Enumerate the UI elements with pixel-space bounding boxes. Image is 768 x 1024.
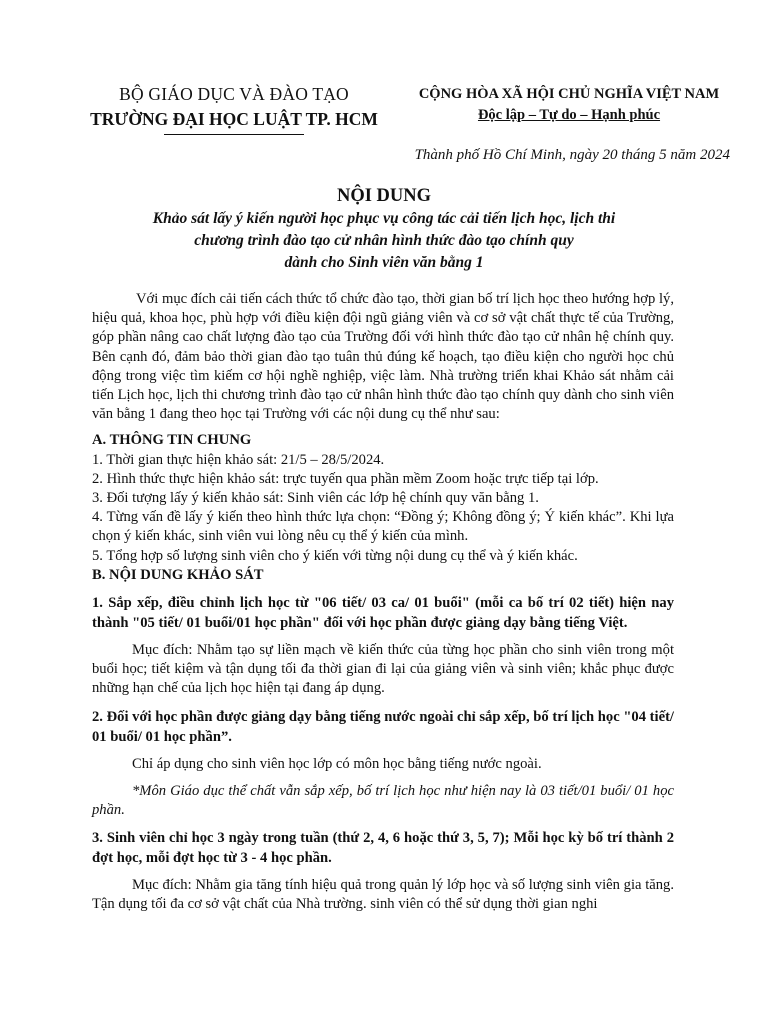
title-main: NỘI DUNG bbox=[336, 186, 432, 206]
document-title bbox=[84, 186, 684, 273]
issuer-block bbox=[84, 84, 384, 135]
title-subline: Khảo sát lấy ý kiến người học phục vụ công tác cải tiến lịch học, lịch thi bbox=[152, 210, 616, 227]
date-line: Thành phố Hồ Chí Minh, ngày 20 tháng 5 năm 2024 bbox=[414, 147, 730, 163]
section-b-heading: B. NỘI DUNG KHẢO SÁT bbox=[92, 566, 264, 583]
national-header bbox=[398, 86, 740, 124]
survey-item-2-body: Chỉ áp dụng cho sinh viên học lớp có môn học bằng tiếng nước ngoài. bbox=[132, 755, 542, 772]
section-a-item: 5. Tổng hợp số lượng sinh viên cho ý kiến với từng nội dung cụ thể và ý kiến khác. bbox=[92, 547, 578, 564]
university-name: TRƯỜNG ĐẠI HỌC LUẬT TP. HCM bbox=[90, 109, 378, 129]
section-a-item: 4. Từng vấn đề lấy ý kiến theo hình thức lựa chọn: “Đồng ý; Không đồng ý; Ý kiến khác”. Khi lựa chọn ý kiến khác, sinh viên vui lòng nêu cụ thể ý kiến của mình. bbox=[92, 509, 674, 545]
section-a-item: 1. Thời gian thực hiện khảo sát: 21/5 – 28/5/2024. bbox=[92, 451, 385, 468]
survey-item-1-title: 1. Sắp xếp, điều chỉnh lịch học từ "06 tiết/ 03 ca/ 01 buổi" (mỗi ca bố trí 02 tiết) hiện nay thành "05 tiết/ 01 buổi/01 học phần" đối với học phần được giảng dạy bằng tiếng Việt. bbox=[92, 595, 674, 632]
section-a-heading: A. THÔNG TIN CHUNG bbox=[92, 432, 252, 449]
ministry-name: BỘ GIÁO DỤC VÀ ĐÀO TẠO bbox=[119, 84, 349, 104]
section-a-item: 3. Đối tượng lấy ý kiến khảo sát: Sinh viên các lớp hệ chính quy văn bằng 1. bbox=[92, 490, 539, 507]
section-a-item: 2. Hình thức thực hiện khảo sát: trực tuyến qua phần mềm Zoom hoặc trực tiếp tại lớp. bbox=[92, 470, 599, 487]
title-subline: dành cho Sinh viên văn bằng 1 bbox=[284, 254, 484, 271]
issuer-underline bbox=[164, 134, 304, 135]
survey-item-3-body: Mục đích: Nhằm gia tăng tính hiệu quả trong quản lý lớp học và số lượng sinh viên gia tăng. Tận dụng tối đa cơ sở vật chất của Nhà trường. sinh viên có thể sử dụng thời gian nghi bbox=[92, 877, 674, 913]
survey-item-2-note: *Môn Giáo dục thể chất vẫn sắp xếp, bố trí lịch học như hiện nay là 03 tiết/01 buổi/ 01 học phần. bbox=[92, 782, 674, 819]
survey-item-1-body: Mục đích: Nhằm tạo sự liền mạch về kiến thức của từng học phần cho sinh viên trong một buổi học; tiết kiệm và tận dụng tối đa thời gian đi lại của giảng viên và sinh viên; khắc phục được những hạn chế của lịch học hiện tại đang áp dụng. bbox=[92, 642, 674, 697]
survey-item-3-title: 3. Sinh viên chỉ học 3 ngày trong tuần (thứ 2, 4, 6 hoặc thứ 3, 5, 7); Mỗi học kỳ bố trí thành 2 đợt học, mỗi đợt học từ 3 - 4 học phần. bbox=[92, 830, 674, 867]
title-subline: chương trình đào tạo cử nhân hình thức đào tạo chính quy bbox=[194, 232, 574, 249]
survey-item-2-title: 2. Đối với học phần được giảng dạy bằng tiếng nước ngoài chỉ sắp xếp, bố trí lịch học "04 tiết/ 01 buổi/ 01 học phần”. bbox=[92, 708, 674, 745]
intro-paragraph: Với mục đích cải tiến cách thức tổ chức đào tạo, thời gian bố trí lịch học theo hướng hợp lý, hiệu quả, khoa học, phù hợp với điều kiện đội ngũ giảng viên và cơ sở vật chất thực tế của Trường, góp phần nâng cao chất lượng đào tạo của Trường đối với hình thức đào tạo cử nhân hệ chính quy. Bên cạnh đó, đảm bảo thời gian đào tạo tuân thủ đúng kế hoạch, tạo điều kiện cho người học chủ động trong việc tìm kiếm cơ hội nghề nghiệp, việc làm. Nhà trường triển khai Khảo sát nhằm cải tiến Lịch học, lịch thi chương trình đào tạo cử nhân hình thức đào tạo chính quy dành cho sinh viên văn bằng 1 đang theo học tại Trường với các nội dung cụ thể như sau: bbox=[92, 291, 674, 423]
document-body bbox=[92, 290, 674, 915]
republic-name: CỘNG HÒA XÃ HỘI CHỦ NGHĨA VIỆT NAM bbox=[418, 86, 720, 102]
national-motto: Độc lập – Tự do – Hạnh phúc bbox=[477, 107, 661, 123]
